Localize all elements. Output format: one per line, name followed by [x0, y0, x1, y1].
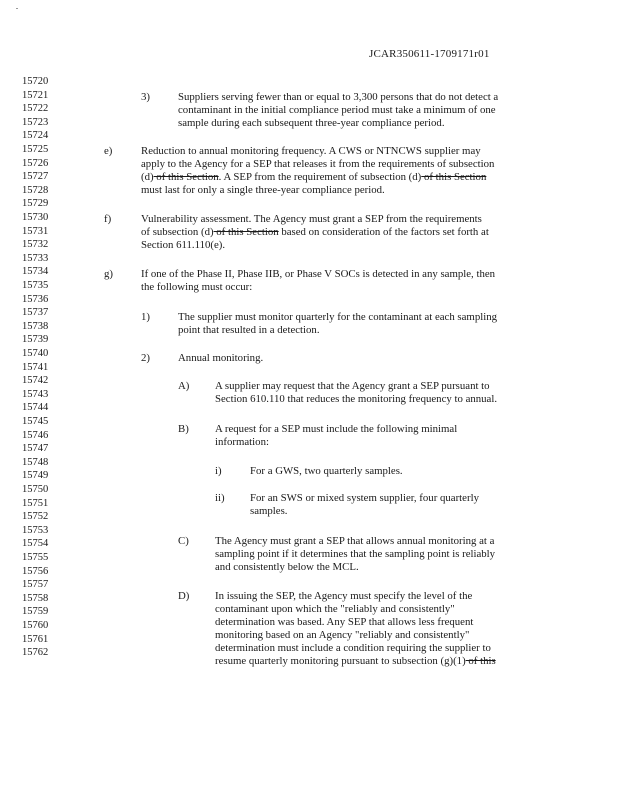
text-line: and consistently below the MCL.	[215, 561, 359, 573]
text-line: Section 610.110 that reduces the monitoring frequency to annual.	[215, 393, 498, 405]
text-line: determination must include a condition requiring the supplier to	[215, 642, 491, 654]
line-number: 15720	[22, 76, 49, 87]
line-number: 15742	[22, 375, 49, 387]
line-number: 15752	[22, 511, 49, 523]
text-line: In issuing the SEP, the Agency must specify the level of the	[215, 590, 473, 602]
line-number: 15734	[22, 266, 49, 278]
item-label: 2)	[141, 352, 150, 364]
text-line: Suppliers serving fewer than or equal to 3,300 persons that do not detect a	[178, 91, 499, 103]
line-number: 15740	[22, 348, 49, 359]
line-number: 15739	[22, 334, 49, 346]
line-number: 15722	[22, 103, 49, 115]
line-number: 15745	[22, 416, 49, 427]
text-line: Annual monitoring.	[178, 352, 264, 364]
text-line: Section 611.110(e).	[141, 239, 226, 251]
item-label: e)	[104, 145, 113, 157]
line-number: 15751	[22, 497, 49, 509]
item-label: D)	[178, 590, 190, 602]
line-number: 15723	[22, 116, 49, 128]
line-number: 15728	[22, 184, 49, 196]
line-number: 15746	[22, 429, 49, 441]
line-number: 15741	[22, 361, 49, 373]
struck-text: of this Section	[421, 171, 487, 183]
item-label: 3)	[141, 91, 150, 103]
line-number: 15759	[22, 606, 49, 618]
line-number: 15735	[22, 280, 49, 291]
struck-text: of this Section	[153, 171, 219, 183]
text-line: Reduction to annual monitoring frequency. A CWS or NTNCWS supplier may	[141, 145, 481, 157]
text-run: . A SEP from the requirement of subsection (d)	[218, 171, 422, 183]
text-line: contaminant in the initial compliance period must take a minimum of one	[178, 104, 496, 116]
text-line: samples.	[250, 505, 288, 517]
line-number: 15731	[22, 225, 49, 237]
line-number: 15727	[22, 171, 49, 183]
text-line	[141, 226, 489, 239]
text-line: sample during each subsequent three-year compliance period.	[178, 117, 445, 129]
line-number: 15732	[22, 239, 49, 251]
item-label: C)	[178, 535, 189, 547]
text-line: The Agency must grant a SEP that allows annual monitoring at a	[215, 535, 495, 547]
item-label: g)	[104, 268, 113, 280]
line-number: 15733	[22, 252, 49, 264]
text-line	[215, 655, 496, 668]
text-run: (d)	[141, 171, 154, 183]
line-number: 15756	[22, 565, 49, 577]
line-number: 15724	[22, 130, 49, 142]
text-line: the following must occur:	[141, 281, 253, 293]
text-line: A supplier may request that the Agency grant a SEP pursuant to	[215, 380, 490, 392]
text-line: must last for only a single three-year compliance period.	[141, 184, 385, 196]
text-line: The supplier must monitor quarterly for the contaminant at each sampling	[178, 311, 498, 323]
item-label: ii)	[215, 492, 225, 504]
text-line: contaminant upon which the "reliably and consistently"	[215, 603, 455, 615]
text-line: If one of the Phase II, Phase IIB, or Phase V SOCs is detected in any sample, then	[141, 268, 496, 280]
line-number: 15762	[22, 647, 49, 659]
text-line: point that resulted in a detection.	[178, 324, 320, 336]
text-line	[141, 171, 486, 184]
line-number: 15726	[22, 157, 49, 169]
line-number: 15760	[22, 620, 49, 631]
line-number: 15725	[22, 144, 49, 155]
text-line: A request for a SEP must include the following minimal	[215, 423, 458, 435]
scan-speck	[16, 8, 18, 9]
line-number: 15729	[22, 198, 49, 210]
line-number: 15754	[22, 538, 49, 550]
document-header: JCAR350611-1709171r01	[369, 48, 490, 60]
text-line: monitoring based on an Agency "reliably and consistently"	[215, 629, 470, 641]
text-run: resume quarterly monitoring pursuant to subsection (g)(1)	[215, 655, 466, 667]
item-label: f)	[104, 213, 112, 225]
line-number: 15761	[22, 633, 49, 645]
line-number: 15738	[22, 320, 49, 332]
item-label: 1)	[141, 311, 150, 323]
line-number: 15753	[22, 524, 49, 536]
struck-text: of this Section	[213, 226, 279, 238]
text-line: Vulnerability assessment. The Agency must grant a SEP from the requirements	[141, 213, 482, 225]
line-number: 15730	[22, 212, 49, 223]
line-number: 15747	[22, 443, 49, 455]
line-number: 15736	[22, 293, 49, 305]
line-number: 15743	[22, 388, 49, 400]
line-number: 15721	[22, 89, 49, 101]
text-run: based on consideration of the factors set forth at	[278, 226, 489, 238]
text-line: For a GWS, two quarterly samples.	[250, 465, 403, 477]
line-number: 15744	[22, 402, 49, 414]
line-number: 15755	[22, 552, 49, 563]
item-label: i)	[215, 465, 222, 477]
line-number: 15757	[22, 579, 49, 591]
text-line: apply to the Agency for a SEP that releases it from the requirements of subsection	[141, 158, 495, 170]
struck-text: of this	[465, 655, 496, 667]
line-number: 15748	[22, 456, 49, 468]
text-line: information:	[215, 436, 269, 448]
line-number: 15758	[22, 592, 49, 604]
text-run: of subsection (d)	[141, 226, 214, 238]
line-number: 15749	[22, 470, 49, 482]
text-line: determination was based. Any SEP that allows less frequent	[215, 616, 474, 628]
line-number: 15750	[22, 484, 49, 495]
item-label: A)	[178, 380, 190, 392]
line-number: 15737	[22, 307, 49, 319]
item-label: B)	[178, 423, 189, 435]
text-line: For an SWS or mixed system supplier, four quarterly	[250, 492, 479, 504]
text-line: sampling point if it determines that the sampling point is reliably	[215, 548, 496, 560]
